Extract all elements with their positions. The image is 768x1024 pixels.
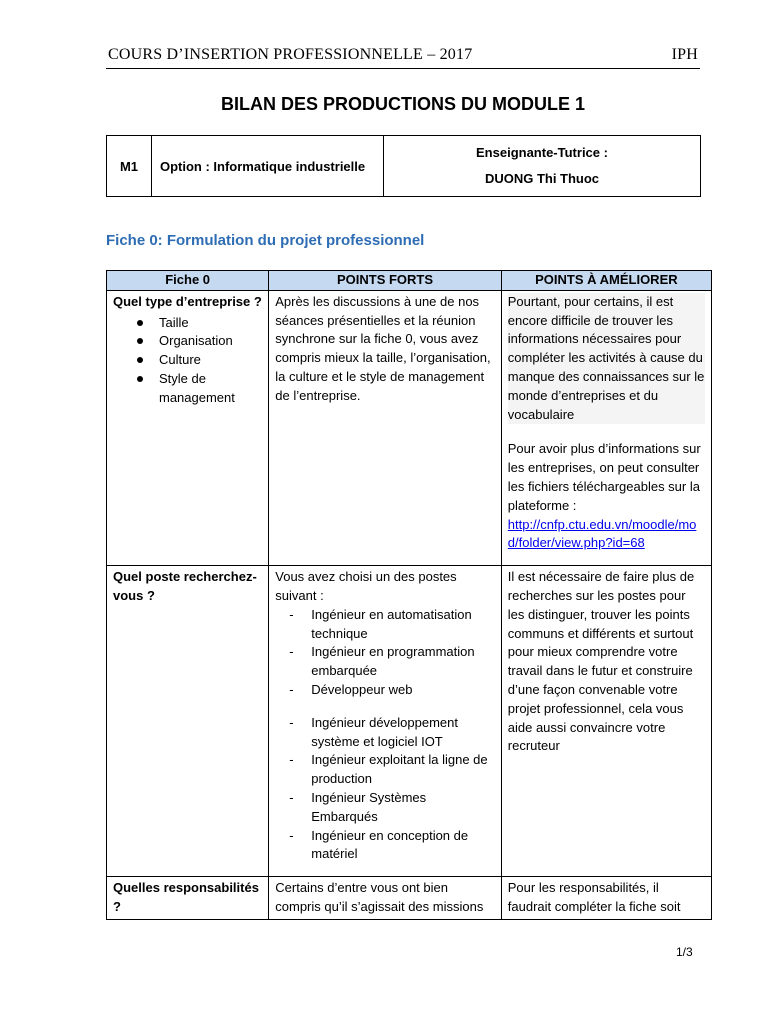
improvements-text: Pour les responsabilités, il faudrait compléter la fiche soit (507, 880, 681, 914)
strengths-cell (269, 877, 502, 920)
module-info-table (106, 135, 701, 197)
table-row (107, 877, 712, 920)
list-item: Culture (159, 351, 262, 370)
col-header-fiche: Fiche 0 (107, 271, 269, 291)
tutor-label: Enseignante-Tutrice : (476, 145, 608, 160)
header-institution: IPH (671, 46, 698, 63)
question-cell (107, 566, 269, 877)
strengths-text: Certains d’entre vous ont bien compris qu’il s’agissait des missions (275, 880, 484, 914)
list-item: - Ingénieur développement système et logiciel IOT (289, 714, 458, 749)
bullet-icon (137, 376, 143, 382)
improvements-text: Il est nécessaire de faire plus de recherches sur les postes pour les distinguer, trouver les points communs et différents et surtout pour mieux comprendre votre travail dans le futur et construire d’une façon convenable votre projet professionnel, cela vous aide aussi convaincre votre recruteur (507, 569, 695, 754)
table-row (107, 290, 712, 565)
header-course-title: COURS D’INSERTION PROFESSIONNELLE – 2017 (108, 46, 473, 63)
col-header-improvements: POINTS À AMÉLIORER (501, 271, 711, 291)
list-item: - Ingénieur en automatisation technique (289, 606, 472, 641)
question-cell (107, 877, 269, 920)
improvements-cell (501, 877, 711, 920)
question-label: Quelles responsabilités ? (113, 880, 259, 914)
question-label: Quel type d’entreprise ? (113, 293, 262, 309)
tutor-cell (384, 136, 701, 197)
list-item: - Ingénieur Systèmes Embarqués (289, 789, 427, 824)
bullet-icon (137, 357, 143, 363)
list-item: - Ingénieur en conception de matériel (289, 827, 469, 862)
question-cell (107, 290, 269, 565)
bullet-icon (137, 338, 143, 344)
evaluation-table (106, 270, 712, 920)
list-item: - Ingénieur exploitant la ligne de production (289, 752, 488, 787)
improvements-text-2: Pour avoir plus d’informations sur les entreprises, on peut consulter les fichiers téléchargeables sur la plateforme : (507, 441, 701, 513)
page-header (108, 46, 698, 64)
section-title: Fiche 0: Formulation du projet professionnel (106, 232, 425, 249)
list-item: - Ingénieur en programmation embarquée (289, 644, 475, 679)
improvements-cell (501, 290, 711, 565)
improvements-text: Pourtant, pour certains, il est encore difficile de trouver les informations nécessaires pour compléter les activités à cause du manque des connaissances sur le monde d’entreprises et du vocabulaire (508, 293, 705, 425)
table-row (107, 566, 712, 877)
resources-link[interactable]: http://cnfp.ctu.edu.vn/moodle/mod/folder/view.php?id=68 (507, 516, 697, 551)
page-number: 1/3 (676, 945, 693, 959)
list-item: Style de management (159, 370, 262, 408)
tutor-name: DUONG Thi Thuoc (484, 171, 600, 186)
list-item: - Développeur web (289, 681, 413, 697)
module-code: M1 (107, 136, 152, 197)
strengths-intro: Vous avez choisi un des postes suivant : (275, 569, 457, 603)
improvements-cell (501, 566, 711, 877)
document-title: BILAN DES PRODUCTIONS DU MODULE 1 (220, 94, 586, 114)
list-item: Taille (159, 314, 262, 333)
module-option: Option : Informatique industrielle (152, 136, 384, 197)
bullet-icon (137, 320, 143, 326)
list-item: Organisation (159, 332, 262, 351)
strengths-text: Après les discussions à une de nos séances présentielles et la réunion synchrone sur la fiche 0, vous avez compris mieux la taille, l’organisation, la culture et le style de management de l’entreprise. (275, 293, 491, 403)
criteria-list (113, 314, 262, 408)
strengths-cell (269, 566, 502, 877)
header-rule (106, 68, 700, 69)
table-header-row (107, 271, 712, 291)
question-label: Quel poste recherchez-vous ? (113, 569, 257, 603)
col-header-strengths: POINTS FORTS (269, 271, 502, 291)
strengths-cell (269, 290, 502, 565)
